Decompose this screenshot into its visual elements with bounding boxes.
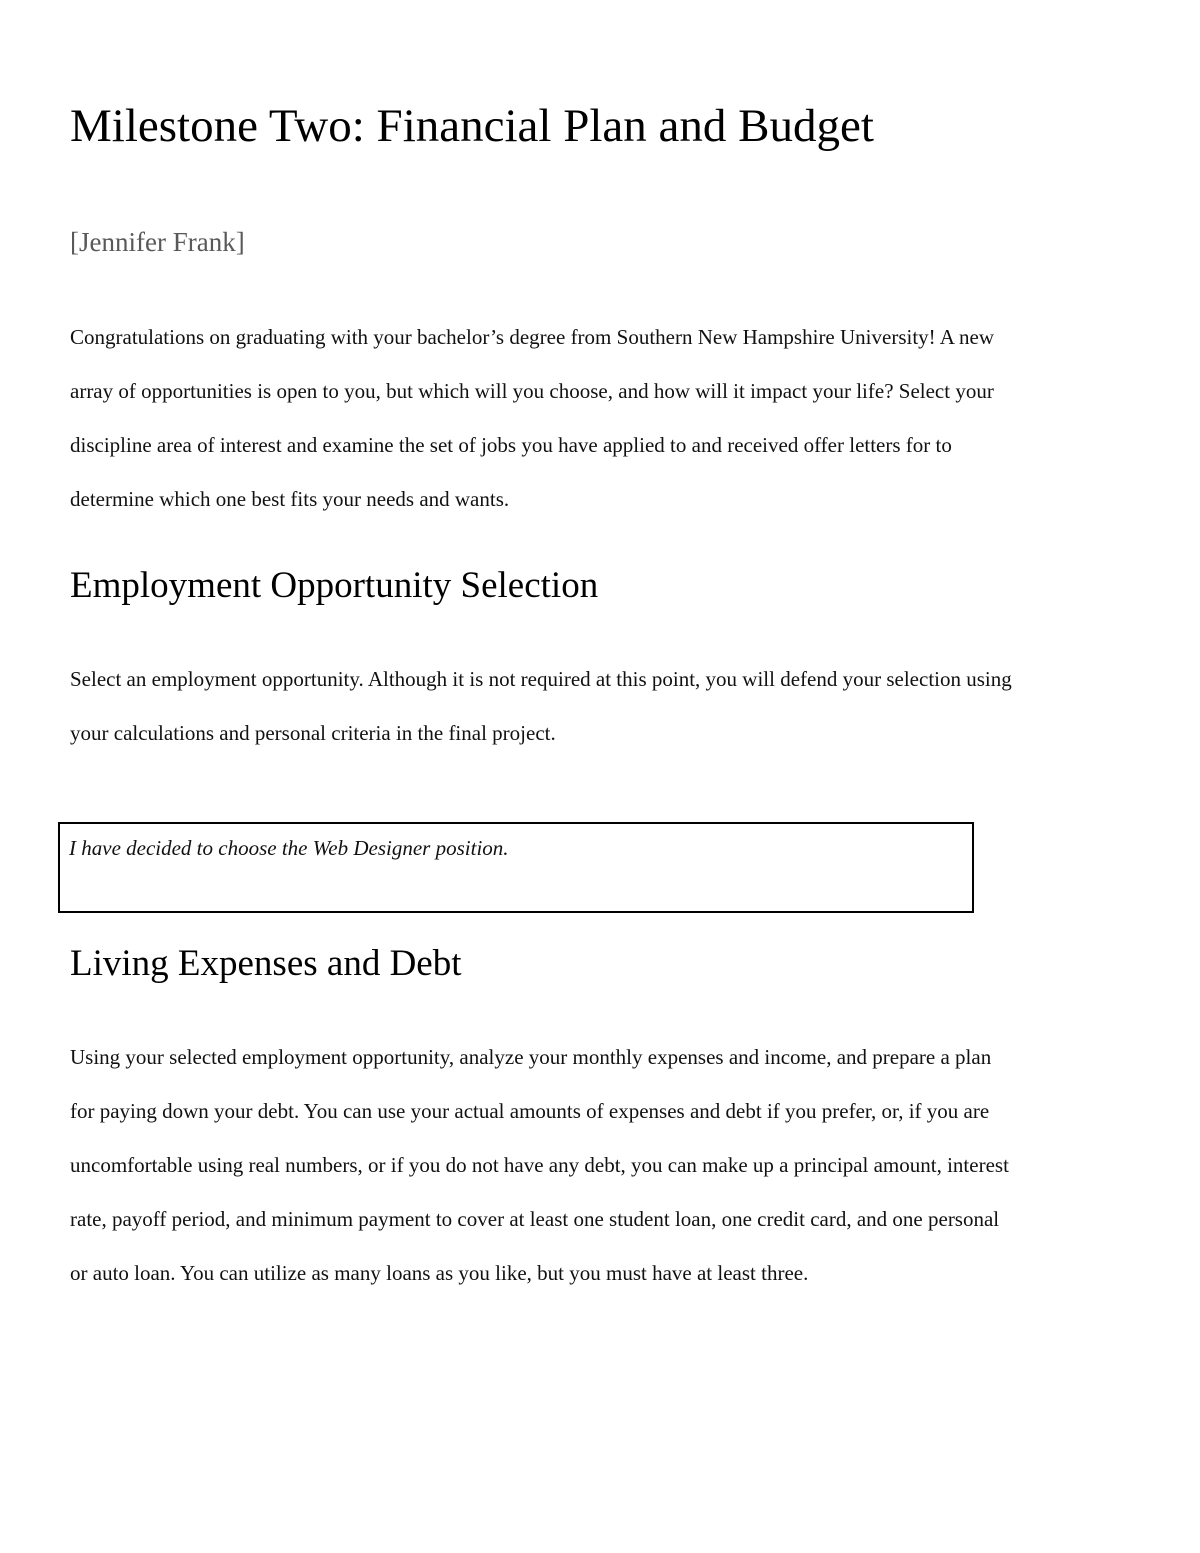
- living-expenses-paragraph: [70, 1030, 1130, 1300]
- author-name: [Jennifer Frank]: [70, 227, 245, 257]
- living-line: or auto loan. You can utilize as many loans as you like, but you must have at least three.: [70, 1261, 809, 1285]
- living-line: rate, payoff period, and minimum payment to cover at least one student loan, one credit card, and one personal: [70, 1207, 1000, 1231]
- employment-line: your calculations and personal criteria in the final project.: [70, 721, 556, 745]
- employment-paragraph: [70, 652, 1130, 760]
- employment-heading: Employment Opportunity Selection: [70, 565, 599, 606]
- intro-line: Congratulations on graduating with your bachelor’s degree from Southern New Hampshire University! A new: [70, 325, 994, 349]
- answer-text-box[interactable]: [58, 822, 974, 913]
- intro-line: array of opportunities is open to you, but which will you choose, and how will it impact your life? Select your: [70, 379, 994, 403]
- employment-line: Select an employment opportunity. Although it is not required at this point, you will defend your selection using: [70, 667, 1012, 691]
- intro-paragraph: [70, 310, 1130, 526]
- living-line: Using your selected employment opportunity, analyze your monthly expenses and income, and prepare a plan: [70, 1045, 992, 1069]
- intro-line: determine which one best fits your needs and wants.: [70, 487, 510, 511]
- living-line: uncomfortable using real numbers, or if you do not have any debt, you can make up a principal amount, interest: [70, 1153, 1009, 1177]
- living-expenses-heading: Living Expenses and Debt: [70, 943, 462, 984]
- living-line: for paying down your debt. You can use your actual amounts of expenses and debt if you prefer, or, if you are: [70, 1099, 990, 1123]
- answer-text: I have decided to choose the Web Designer position.: [69, 836, 509, 860]
- intro-line: discipline area of interest and examine the set of jobs you have applied to and received offer letters for to: [70, 433, 952, 457]
- document-title: Milestone Two: Financial Plan and Budget: [70, 100, 874, 152]
